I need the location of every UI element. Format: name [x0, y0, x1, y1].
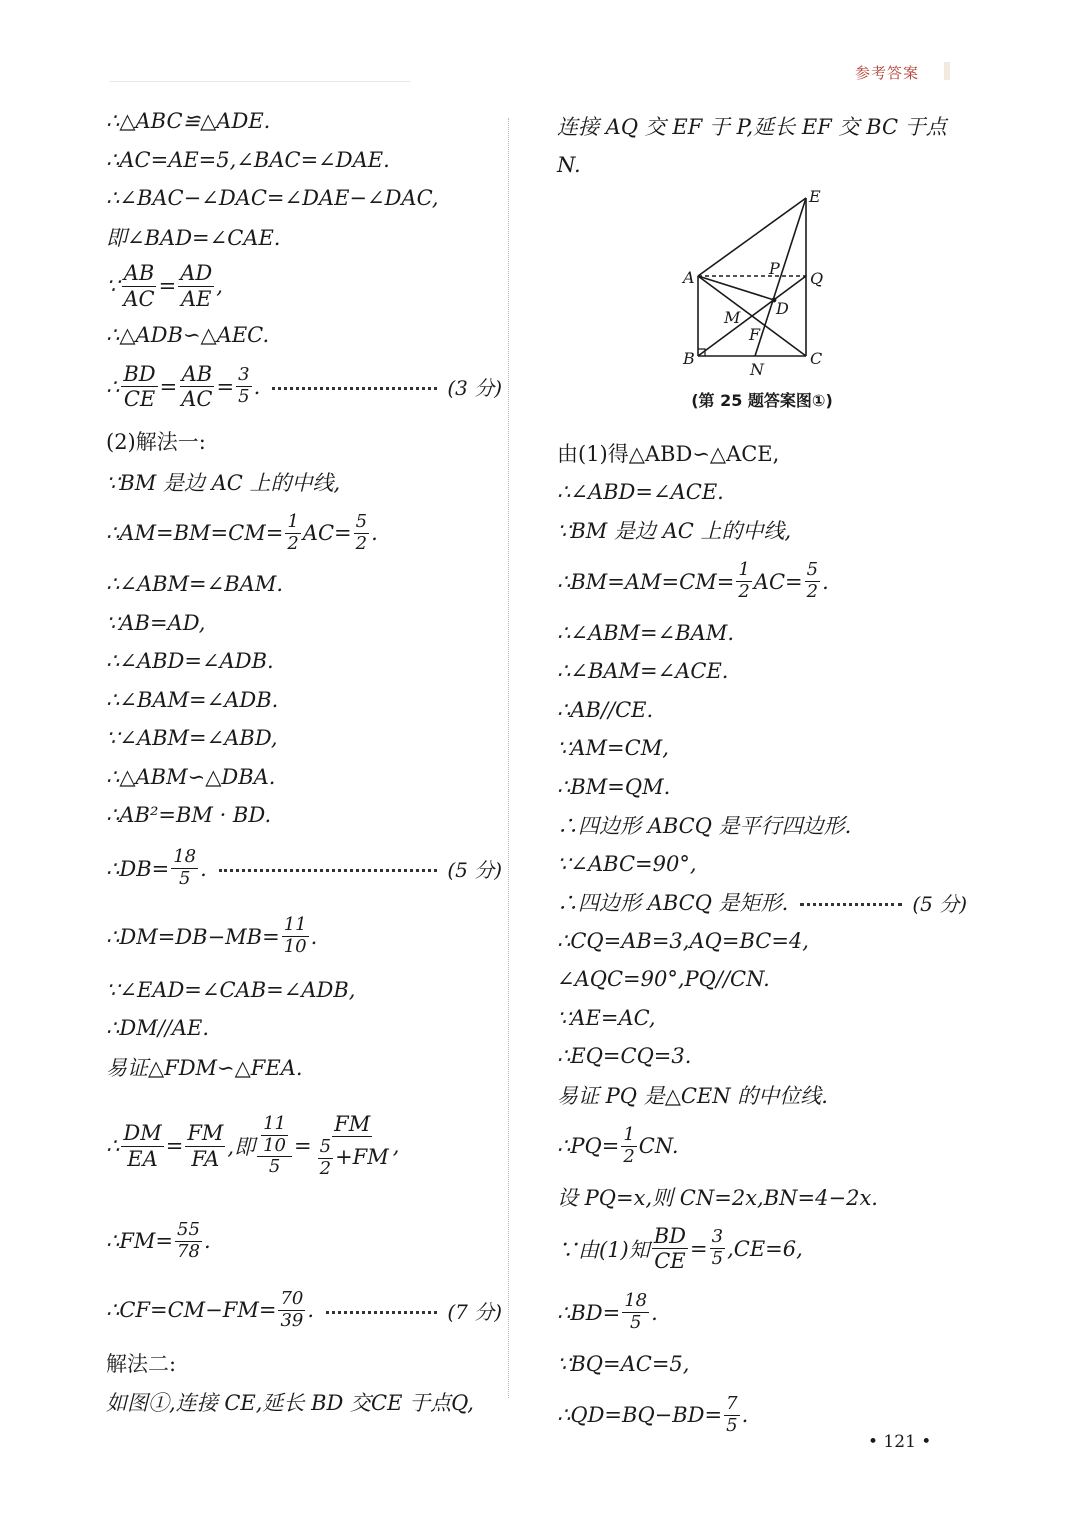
solution-line: ∴∠BAM=∠ADB. [106, 687, 279, 712]
solution-line: ∴∠ABD=∠ADB. [106, 649, 274, 674]
denominator: AC [181, 387, 213, 411]
fraction [282, 916, 309, 957]
line-text: . [741, 1403, 749, 1427]
solution-line: ∠AQC=90°,PQ//CN. [557, 967, 770, 992]
numerator: 1 [287, 510, 299, 532]
line-text: . [253, 374, 261, 399]
numerator: AB [123, 261, 155, 286]
label-b: B [683, 349, 695, 368]
leader-dots [800, 903, 902, 906]
solution-line: ∴∠ABM=∠BAM. [106, 572, 284, 597]
denominator: 2 [806, 581, 819, 602]
line-text: ∴ [106, 1134, 120, 1158]
right-column [557, 108, 967, 1447]
denominator: 5 [178, 868, 191, 889]
solution-line: 设 PQ=x,则 CN=2x,BN=4−2x. [557, 1186, 878, 1211]
denominator: 2 [738, 581, 750, 602]
solution-line: ∴EQ=CQ=3. [557, 1044, 692, 1069]
score-label: (3 分) [447, 376, 502, 400]
line-text: . [307, 1298, 315, 1322]
geometry-figure [557, 184, 967, 434]
numerator: BD [123, 361, 156, 386]
solution-line: ∴△ABM∽△DBA. [106, 764, 276, 789]
line-text: . [371, 521, 378, 545]
label-p: P [769, 259, 780, 278]
numerator: FM [187, 1121, 224, 1146]
line-text: ∵由(1)知 [557, 1237, 650, 1262]
denominator: 5 [711, 1248, 724, 1269]
solution-line: ∴DM//AE. [106, 1016, 210, 1041]
fraction [710, 1228, 725, 1269]
solution-line: ∵AB=AD, [106, 610, 206, 635]
denominator: 2 [319, 1158, 332, 1180]
solution-line: ∴AB²=BM · BD. [106, 803, 272, 828]
fraction [178, 262, 214, 309]
denominator: 39 [280, 1309, 304, 1331]
fraction [121, 363, 157, 410]
fraction [278, 1287, 305, 1331]
numerator: 5 [355, 510, 368, 532]
numerator [257, 1112, 292, 1158]
page-number: • 121 • [868, 1432, 932, 1452]
line-text: ∴AM=BM=CM= [106, 521, 284, 545]
solution-line: ∴四边形 ABCQ 是平行四边形. [557, 814, 852, 839]
numerator: 5 [806, 559, 819, 581]
fraction [175, 1218, 202, 1262]
fraction [121, 1122, 163, 1169]
fraction [179, 363, 214, 410]
denominator: EA [127, 1146, 158, 1171]
fraction [318, 1138, 333, 1179]
line-text: ,即 [227, 1135, 256, 1159]
fraction [724, 1392, 739, 1436]
fraction-line [106, 1276, 502, 1344]
line-text: = [165, 1134, 184, 1158]
fraction-line [106, 355, 502, 419]
fraction [622, 1292, 649, 1333]
fraction-line [557, 1281, 967, 1345]
solution-line: 由(1)得△ABD∽△ACE, [557, 442, 780, 467]
numerator: 11 [263, 1112, 286, 1134]
solution-line: (2)解法一: [106, 429, 206, 454]
numerator: 5 [319, 1136, 332, 1158]
denominator: FA [191, 1146, 220, 1171]
denominator [314, 1137, 391, 1179]
numerator: 18 [624, 1290, 648, 1312]
solution-line: ∵BM 是边 AC 上的中线, [106, 470, 341, 495]
solution-line: 易证 PQ 是△CEN 的中位线. [557, 1083, 828, 1108]
solution-line: ∴∠ABM=∠BAM. [557, 620, 735, 645]
line-text: AC= [753, 569, 803, 594]
denominator: 5 [629, 1312, 642, 1333]
figure-caption: (第 25 题答案图①) [691, 391, 833, 410]
numerator: 55 [177, 1218, 200, 1240]
line-text: ∴FM= [106, 1229, 174, 1253]
score-label: (7 分) [447, 1299, 502, 1324]
solution-line: 连接 AQ 交 EF 于 P,延长 EF 交 BC 于点 N. [557, 115, 947, 177]
numerator: 3 [238, 364, 250, 386]
fraction-line [106, 501, 502, 565]
header-title: 参考答案 [855, 64, 920, 82]
line-text: ∴CF=CM−FM= [106, 1298, 277, 1322]
denominator: AC [123, 286, 155, 311]
fraction [285, 510, 300, 554]
line-text: ∴ [106, 374, 120, 399]
numerator: 70 [280, 1287, 304, 1309]
numerator: BD [653, 1223, 687, 1248]
line-text: ∴BD= [557, 1300, 621, 1325]
numerator: 7 [726, 1392, 738, 1414]
fraction-line [106, 256, 502, 316]
denominator: 10 [283, 936, 307, 957]
geometry-figure-svg [557, 184, 967, 434]
score-label: (5 分) [912, 891, 967, 916]
solution-line: 即∠BAD=∠CAE. [106, 225, 281, 250]
solution-line: ∴∠ABD=∠ACE. [557, 479, 724, 504]
numerator: 1 [623, 1123, 635, 1145]
compound-fraction [257, 1112, 292, 1178]
line-text: = [158, 274, 177, 298]
label-f: F [749, 325, 761, 344]
label-a: A [683, 268, 695, 287]
line-text: = [216, 374, 235, 399]
line-text: ∴PQ= [557, 1134, 620, 1158]
denominator: 5 [726, 1414, 738, 1436]
fraction-line [557, 1217, 967, 1281]
numerator: 11 [283, 914, 307, 936]
label-c: C [810, 349, 823, 368]
solution-line: ∴△ABC≌△ADE. [106, 109, 271, 134]
line-text: = [294, 1134, 312, 1158]
line-text: ∴DB= [106, 856, 170, 881]
denominator: 2 [355, 532, 368, 554]
line-text: . [200, 856, 207, 881]
label-n: N [750, 360, 764, 379]
segment-ad [698, 276, 774, 300]
numerator: AB [181, 361, 213, 386]
fraction [261, 1112, 288, 1156]
header-edge-mark [944, 62, 950, 80]
solution-line: ∵∠ABM=∠ABD, [106, 726, 278, 751]
line-text: AC= [302, 521, 352, 545]
line-text: , [216, 274, 223, 298]
line-text: . [651, 1300, 658, 1325]
solution-line: ∵∠EAD=∠CAB=∠ADB, [106, 977, 356, 1002]
line-text: ∴DM=DB−MB= [106, 924, 280, 949]
line-text: . [203, 1229, 211, 1253]
segment-ae [698, 198, 806, 276]
fraction-line [106, 1206, 502, 1276]
solution-line: ∵AM=CM, [557, 736, 669, 761]
denominator: AE [180, 286, 212, 311]
label-m: M [724, 308, 741, 327]
solution-line: 易证△FDM∽△FEA. [106, 1055, 303, 1080]
fraction-line [106, 1086, 502, 1206]
denominator: 5 [238, 386, 250, 407]
fraction-line [106, 835, 502, 903]
fraction-line [557, 550, 967, 614]
line-text: = [159, 374, 178, 399]
line-text: = [690, 1236, 708, 1261]
fraction-line [557, 1114, 967, 1178]
line-text: +FM [335, 1145, 389, 1170]
label-e: E [809, 187, 821, 206]
line-text: . [822, 569, 829, 594]
numerator: FM [334, 1112, 371, 1137]
line-text: ∵ [106, 274, 120, 298]
solution-line: ∴∠BAC−∠DAC=∠DAE−∠DAC, [106, 186, 439, 211]
leader-dots [219, 869, 437, 872]
solution-line: ∵BM 是边 AC 上的中线, [557, 519, 792, 544]
fraction [354, 510, 369, 554]
solution-line: ∵BQ=AC=5, [557, 1351, 690, 1376]
solution-line: ∴CQ=AB=3,AQ=BC=4, [557, 928, 809, 953]
left-column [106, 102, 502, 1421]
line-text: . [310, 924, 318, 949]
label-d: D [776, 299, 789, 318]
denominator: 2 [287, 532, 299, 554]
leader-dots [272, 387, 437, 390]
column-divider [508, 118, 509, 1398]
solution-line: 解法二: [106, 1352, 177, 1377]
solution-line: ∴AC=AE=5,∠BAC=∠DAE. [106, 147, 390, 172]
numerator: AD [180, 261, 213, 286]
line-text: ∴四边形 ABCQ 是矩形. [557, 891, 789, 916]
line-text: CN. [638, 1134, 679, 1158]
line-text: , [392, 1134, 400, 1158]
fraction [236, 366, 251, 407]
numerator: 3 [711, 1226, 724, 1248]
compound-fraction [314, 1113, 391, 1179]
solution-line [557, 883, 967, 922]
fraction [185, 1122, 225, 1169]
line-text: ∴BM=AM=CM= [557, 569, 735, 594]
solution-line: 如图①,连接 CE,延长 BD 交CE 于点Q, [106, 1390, 474, 1415]
fraction [805, 561, 820, 602]
fraction [171, 848, 198, 889]
denominator: CE [654, 1249, 686, 1273]
label-q: Q [810, 269, 824, 288]
line-text: ∴QD=BQ−BD= [557, 1403, 723, 1427]
fraction [121, 262, 156, 309]
denominator: 10 [263, 1134, 286, 1156]
solution-line: ∴∠BAM=∠ACE. [557, 659, 729, 684]
header-rule [110, 81, 410, 82]
denominator: CE [123, 387, 156, 411]
segment-en [755, 198, 806, 356]
solution-line: ∴BM=QM. [557, 774, 671, 799]
denominator: 78 [177, 1240, 200, 1262]
solution-line: ∴△ADB∽△AEC. [106, 323, 270, 348]
numerator: 1 [738, 559, 750, 581]
fraction [652, 1225, 688, 1272]
solution-line: ∵AE=AC, [557, 1005, 656, 1030]
line-text: ,CE=6, [727, 1236, 803, 1261]
denominator: 2 [623, 1145, 635, 1167]
numerator: 18 [173, 846, 197, 868]
fraction-line [106, 903, 502, 971]
fraction [736, 561, 751, 602]
solution-line: ∵∠ABC=90°, [557, 851, 697, 876]
fraction [621, 1123, 636, 1167]
leader-dots [326, 1311, 437, 1314]
solution-line: ∴AB//CE. [557, 697, 654, 722]
numerator: DM [123, 1121, 162, 1146]
score-label: (5 分) [447, 858, 502, 882]
denominator: 5 [268, 1156, 281, 1178]
